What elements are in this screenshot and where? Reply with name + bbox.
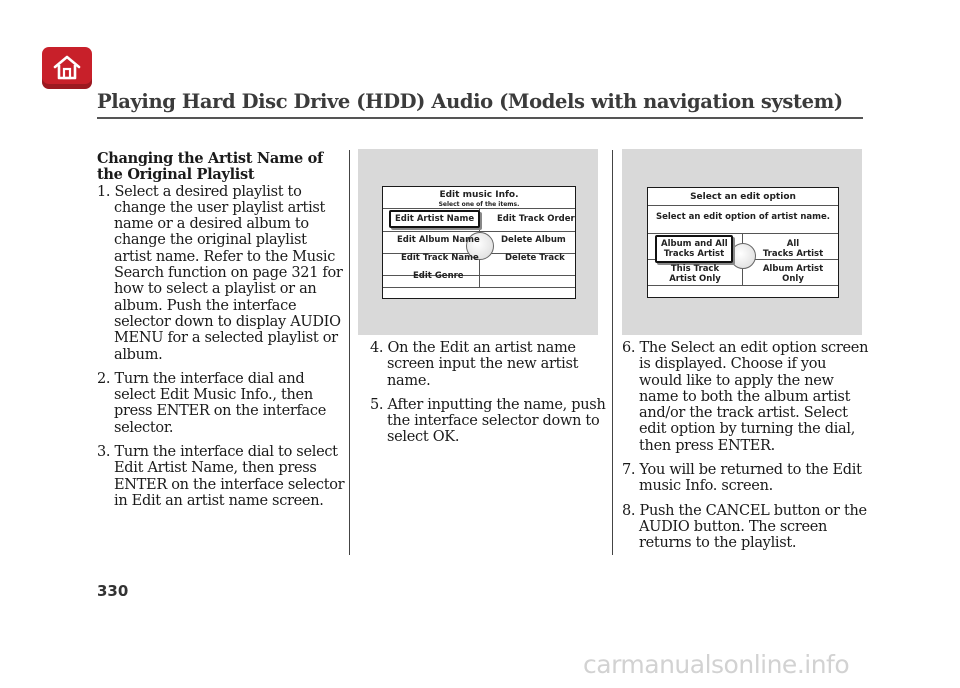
home-icon [53, 54, 81, 81]
option-label: Only [782, 274, 804, 284]
column-3 [622, 340, 870, 552]
page-number: 330 [97, 582, 129, 600]
option-delete-album[interactable]: Delete Album [501, 235, 566, 245]
option-label: All [786, 239, 800, 249]
watermark: carmanualsonline.info [583, 650, 850, 679]
option-album-artist-only[interactable] [758, 264, 828, 284]
option-label: Tracks Artist [663, 249, 725, 259]
option-delete-track[interactable]: Delete Track [505, 253, 565, 263]
step-8: 8. Push the CANCEL button or the AUDIO button. The screen returns to the playlist. [622, 502, 867, 552]
screen-subtitle: Select one of the items. [438, 201, 520, 208]
divider [648, 285, 838, 286]
select-edit-option-screen [647, 187, 839, 298]
step-1: 1. Select a desired playlist to change the user playlist artist name or a desired album to change the original playlist artist name. Refer to the Music Search function on page 321 for how to select a playlist or an album. Push the interface selector down to display AUDIO MENU for a selected playlist or album. [97, 183, 343, 363]
page-title: Playing Hard Disc Drive (HDD) Audio (Models with navigation system) [97, 90, 843, 113]
screen-title: Select an edit option [690, 192, 796, 202]
option-edit-album-name[interactable]: Edit Album Name [397, 235, 480, 245]
section-heading: Changing the Artist Name of the Original Playlist [97, 150, 323, 184]
option-label: Album Artist [762, 264, 824, 274]
step-7: 7. You will be returned to the Edit music Info. screen. [622, 462, 862, 495]
column-divider [349, 150, 350, 555]
option-label: Album and All [661, 239, 728, 249]
option-edit-artist-name[interactable]: Edit Artist Name [389, 210, 480, 228]
option-this-track-artist-only[interactable] [662, 264, 728, 284]
divider [383, 287, 575, 288]
option-all-tracks-artist[interactable] [758, 239, 828, 259]
step-4: 4. On the Edit an artist name screen input the new artist name. [370, 340, 579, 389]
step-3: 3. Turn the interface dial to select Edit Artist Name, then press ENTER on the interface selector in Edit an artist name screen. [97, 444, 345, 509]
option-label: Tracks Artist [762, 249, 824, 259]
option-edit-genre[interactable]: Edit Genre [413, 271, 464, 281]
home-button[interactable] [42, 47, 92, 89]
screen-subtitle: Select an edit option of artist name. [655, 212, 831, 222]
option-album-and-all-tracks-artist[interactable] [655, 235, 733, 263]
option-label: This Track [670, 264, 720, 274]
title-divider [97, 117, 863, 119]
screen-title: Edit music Info. [439, 190, 519, 200]
interface-dial-knob [730, 243, 756, 269]
edit-music-info-screen [382, 186, 576, 299]
divider [648, 205, 838, 206]
column-2 [370, 340, 610, 446]
step-6: 6. The Select an edit option screen is displayed. Choose if you would like to apply the new name to both the album artist and/or the track artist. Select edit option by turning the dial, then press ENTER. [622, 340, 869, 454]
option-edit-track-name[interactable]: Edit Track Name [401, 253, 479, 263]
option-label: Artist Only [669, 274, 721, 284]
step-5: 5. After inputting the name, push the interface selector down to select OK. [370, 396, 606, 446]
divider [648, 233, 838, 234]
column-1 [97, 151, 345, 509]
step-2: 2. Turn the interface dial and select Edit Music Info., then press ENTER on the interface selector. [97, 370, 327, 436]
column-divider [612, 150, 613, 555]
option-edit-track-order[interactable]: Edit Track Order [497, 214, 575, 224]
